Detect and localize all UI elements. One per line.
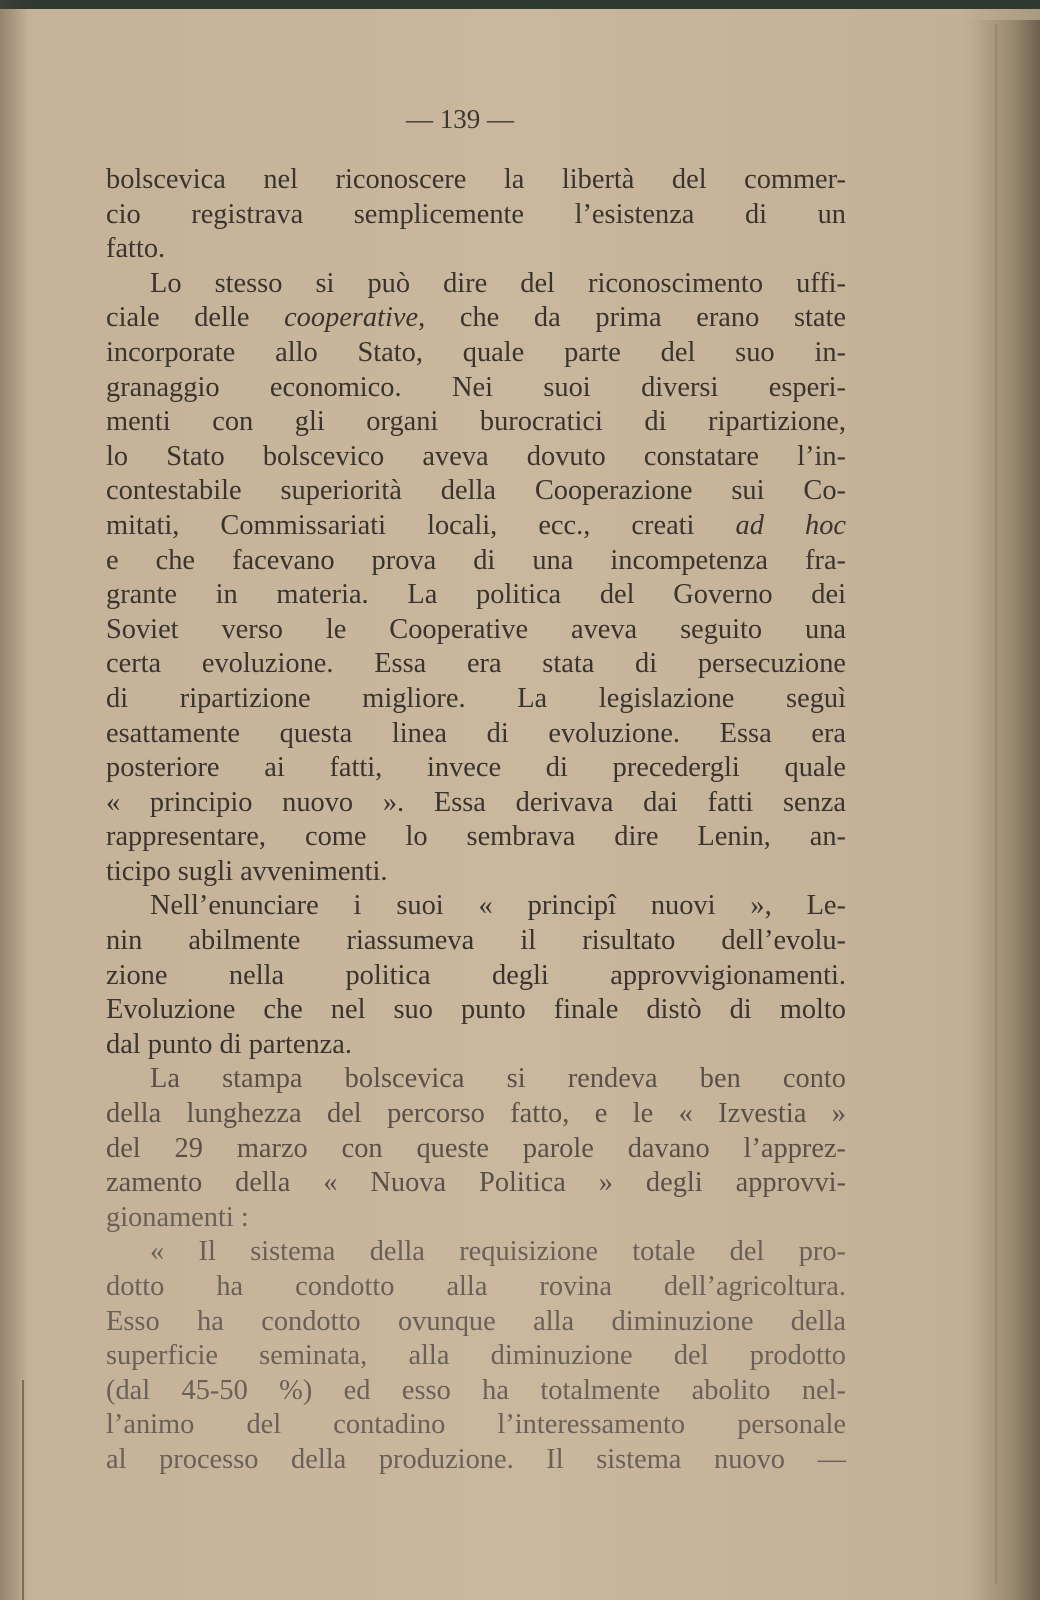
text-line: Soviet verso le Cooperative aveva seguito una — [106, 613, 846, 645]
text-line: incorporate allo Stato, quale parte del suo in- — [106, 336, 846, 368]
text-line: l’animo del contadino l’interessamento personale — [106, 1409, 846, 1441]
text-line: dal punto di partenza. — [106, 1028, 352, 1060]
text-line: certa evoluzione. Essa era stata di persecuzione — [106, 648, 846, 680]
text-line: grante in materia. La politica del Governo dei — [106, 579, 846, 611]
text-segment: La stampa bolscevica si rendeva ben conto — [150, 1063, 846, 1095]
text-line: zione nella politica degli approvvigionamenti. — [106, 959, 846, 991]
text-line — [106, 1062, 846, 1097]
text-line: posteriore ai fatti, invece di precedergli quale — [106, 752, 846, 784]
text-segment: ciale delle — [106, 302, 285, 334]
text-line: Evoluzione che nel suo punto finale distò di molto — [106, 994, 846, 1026]
text-line: « principio nuovo ». Essa derivava dai fatti senza — [106, 786, 846, 818]
italic-term: ad hoc — [735, 509, 846, 541]
text-line: bolscevica nel riconoscere la libertà del commer- — [106, 164, 846, 195]
text-line: zamento della « Nuova Politica » degli approvvi- — [106, 1167, 846, 1199]
text-line-with-italic — [106, 509, 846, 544]
italic-term: cooperative — [284, 302, 419, 334]
text-line: superficie seminata, alla diminuzione del prodotto — [106, 1340, 846, 1372]
text-segment: Nell’enunciare i suoi « principî nuovi », Le- — [150, 890, 846, 922]
text-line: contestabile superiorità della Cooperazione sui Co- — [106, 475, 846, 507]
page-left-shadow — [0, 0, 28, 1600]
text-line-with-italic — [106, 301, 846, 336]
text-line: del 29 marzo con queste parole davano l’apprez- — [106, 1132, 846, 1164]
text-line: menti con gli organi burocratici di ripartizione, — [106, 406, 846, 438]
text-line: rappresentare, come lo sembrava dire Lenin, an- — [106, 821, 846, 853]
text-line: ticipo sugli avvenimenti. — [106, 855, 388, 887]
text-line: e che facevano prova di una incompetenza fra- — [106, 544, 846, 576]
text-segment: Lo stesso si può dire del riconoscimento uffi- — [150, 267, 846, 299]
text-segment: , che da prima erano state — [418, 302, 846, 334]
text-segment: mitati, Commissariati locali, ecc., creati — [106, 509, 736, 541]
page-right-shadow — [970, 20, 1040, 1600]
body-text — [106, 163, 846, 1478]
text-line: della lunghezza del percorso fatto, e le « Izvestia » — [106, 1098, 846, 1130]
text-line — [106, 267, 846, 302]
text-line: lo Stato bolscevico aveva dovuto constatare l’in- — [106, 440, 846, 472]
text-line: Esso ha condotto ovunque alla diminuzione della — [106, 1305, 846, 1337]
text-segment: « Il sistema della requisizione totale del pro- — [150, 1236, 846, 1268]
text-line: fatto. — [106, 233, 166, 265]
text-line: esattamente questa linea di evoluzione. Essa era — [106, 717, 846, 749]
text-line: di ripartizione migliore. La legislazione seguì — [106, 682, 846, 714]
text-line: granaggio economico. Nei suoi diversi esperi- — [106, 371, 846, 403]
text-line: dotto ha condotto alla rovina dell’agricoltura. — [106, 1271, 846, 1302]
text-line: gionamenti : — [106, 1201, 249, 1233]
text-line: cio registrava semplicemente l’esistenza di un — [106, 198, 846, 230]
binding-edge — [0, 0, 1040, 9]
text-line: al processo della produzione. Il sistema nuovo — — [106, 1443, 846, 1475]
page-left-rule — [22, 1380, 24, 1600]
text-line — [106, 889, 846, 924]
text-line — [106, 1235, 846, 1270]
page-edge-line — [995, 24, 997, 1584]
text-line: (dal 45-50 %) ed esso ha totalmente abolito nel- — [106, 1374, 846, 1406]
page-number: — 139 — — [406, 104, 514, 134]
text-line: nin abilmente riassumeva il risultato dell’evolu- — [106, 925, 846, 957]
